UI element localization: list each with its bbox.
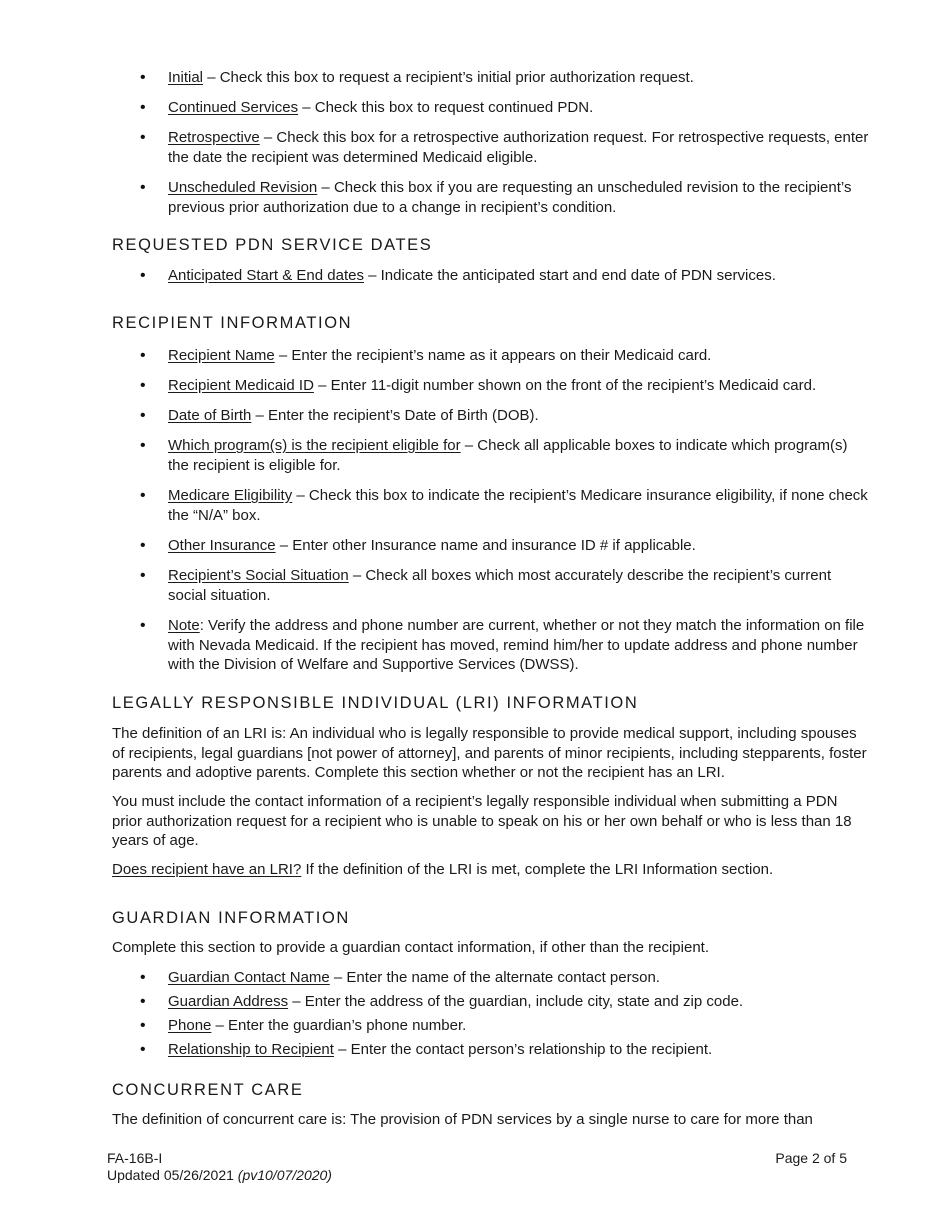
service-dates-list	[112, 266, 872, 286]
item-term: Which program(s) is the recipient eligible for	[168, 437, 461, 454]
auth-type-list	[112, 68, 872, 218]
item-desc: – Enter other Insurance name and insurance ID # if applicable.	[275, 537, 696, 554]
item-term: Unscheduled Revision	[168, 179, 318, 196]
list-item	[112, 346, 872, 376]
section-heading-guardian: GUARDIAN INFORMATION	[112, 909, 350, 927]
item-desc: – Enter the recipient’s Date of Birth (DOB).	[251, 407, 539, 424]
item-term: Phone	[168, 1017, 212, 1034]
list-item	[112, 406, 872, 436]
lri-question	[112, 860, 872, 880]
item-term: Recipient’s Social Situation	[168, 567, 349, 584]
item-term: Retrospective	[168, 129, 260, 146]
lri-question-term: Does recipient have an LRI?	[112, 861, 302, 878]
guardian-list	[112, 968, 872, 1064]
version-date: (pv10/07/2020)	[237, 1167, 332, 1183]
item-term: Anticipated Start & End dates	[168, 267, 364, 284]
section-heading-concurrent-care: CONCURRENT CARE	[112, 1081, 304, 1099]
section-heading-lri: LEGALLY RESPONSIBLE INDIVIDUAL (LRI) INFORMATION	[112, 694, 639, 712]
list-item	[112, 566, 872, 616]
list-item	[112, 536, 872, 566]
item-term: Continued Services	[168, 99, 299, 116]
item-desc: : Verify the address and phone number are current, whether or not they match the information on file with Nevada Medicaid. If the recipient has moved, remind him/her to update address and phone number with the Division of Welfare and Supportive Services (DWSS).	[168, 617, 865, 673]
updated-line	[107, 1167, 847, 1184]
item-desc: – Check all boxes which most accurately describe the recipient’s current social situation.	[168, 567, 832, 604]
item-desc: – Enter the recipient’s name as it appears on their Medicaid card.	[274, 347, 712, 364]
item-desc: – Enter the name of the alternate contact person.	[329, 969, 660, 986]
list-item	[112, 436, 872, 486]
list-item	[112, 266, 872, 286]
list-item	[112, 376, 872, 406]
list-item	[112, 98, 872, 128]
item-desc: – Enter 11-digit number shown on the front of the recipient’s Medicaid card.	[313, 377, 817, 394]
item-term: Guardian Contact Name	[168, 969, 330, 986]
updated-date: Updated 05/26/2021	[107, 1167, 238, 1183]
item-desc: – Check this box if you are requesting an unscheduled revision to the recipient’s previous prior authorization due to a change in recipient’s condition.	[168, 179, 852, 216]
item-term: Date of Birth	[168, 407, 252, 424]
list-item	[112, 486, 872, 536]
form-id: FA-16B-I	[107, 1150, 163, 1166]
guardian-intro: Complete this section to provide a guardian contact information, if other than the recipient.	[112, 939, 710, 956]
item-desc: – Check this box to indicate the recipient’s Medicare insurance eligibility, if none check the “N/A” box.	[168, 487, 868, 524]
item-term: Guardian Address	[168, 993, 289, 1010]
concurrent-care-definition: The definition of concurrent care is: The provision of PDN services by a single nurse to care for more than	[112, 1111, 813, 1128]
item-term: Note	[168, 617, 200, 634]
item-desc: – Enter the contact person’s relationship to the recipient.	[333, 1041, 713, 1058]
section-heading-service-dates: REQUESTED PDN SERVICE DATES	[112, 236, 433, 254]
lri-definition: The definition of an LRI is: An individual who is legally responsible to provide medical support, including spouses of recipients, legal guardians [not power of attorney], and parents of minor recipients, including stepparents, foster parents and adoptive parents. Complete this section whether or not the recipient has an LRI.	[112, 725, 867, 781]
recipient-list	[112, 346, 872, 676]
item-desc: – Indicate the anticipated start and end date of PDN services.	[363, 267, 776, 284]
item-term: Initial	[168, 69, 204, 86]
item-desc: – Check this box to request a recipient’s initial prior authorization request.	[203, 69, 694, 86]
item-desc: – Check this box to request continued PDN.	[298, 99, 594, 116]
list-item	[112, 968, 872, 992]
list-item	[112, 1040, 872, 1064]
item-term: Recipient Medicaid ID	[168, 377, 314, 394]
item-term: Other Insurance	[168, 537, 276, 554]
item-desc: – Check this box for a retrospective authorization request. For retrospective requests, enter the date the recipient was determined Medicaid eligible.	[168, 129, 869, 166]
lri-contact-requirement: You must include the contact information of a recipient’s legally responsible individual when submitting a PDN prior authorization request for a recipient who is unable to speak on his or her own behalf or who is less than 18 years of age.	[112, 793, 852, 849]
page-footer	[107, 1150, 847, 1184]
item-desc: – Enter the address of the guardian, include city, state and zip code.	[288, 993, 744, 1010]
item-desc: – Check all applicable boxes to indicate which program(s) the recipient is eligible for.	[168, 437, 848, 474]
item-term: Medicare Eligibility	[168, 487, 293, 504]
item-desc: – Enter the guardian’s phone number.	[211, 1017, 467, 1034]
list-item	[112, 616, 872, 676]
lri-question-desc: If the definition of the LRI is met, complete the LRI Information section.	[301, 861, 774, 878]
list-item	[112, 178, 872, 218]
item-term: Relationship to Recipient	[168, 1041, 334, 1058]
list-item	[112, 68, 872, 98]
list-item	[112, 128, 872, 178]
item-term: Recipient Name	[168, 347, 275, 364]
page-number: Page 2 of 5	[775, 1150, 847, 1166]
list-item	[112, 1016, 872, 1040]
list-item	[112, 992, 872, 1016]
section-heading-recipient: RECIPIENT INFORMATION	[112, 314, 353, 332]
